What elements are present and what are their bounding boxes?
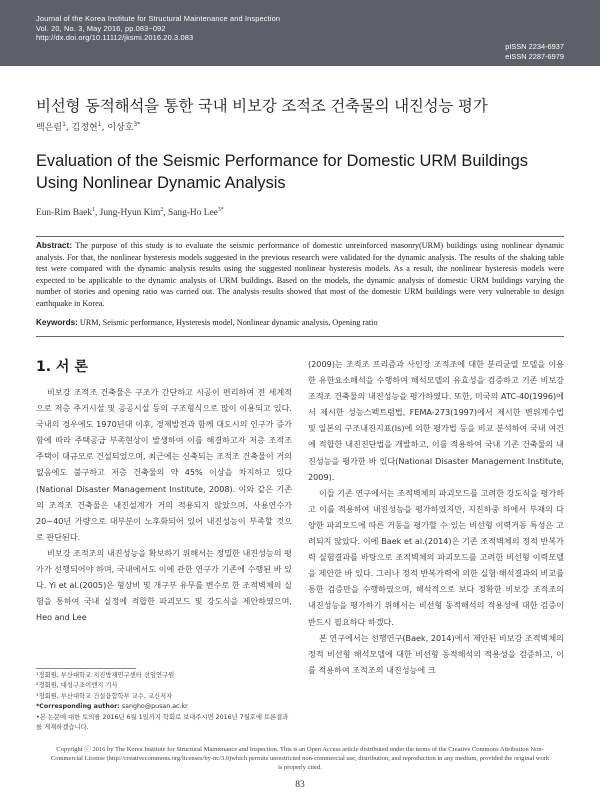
- paragraph: 비보강 조적조의 내진성능을 확보하기 위해서는 정밀한 내진성능의 평가가 선행되어야 하며, 국내에서도 이에 관한 연구가 기존에 수행된 바 있다. Yi et al.(2005)은 형상비 및 개구부 유무를 변수로 한 조적벽체의 실험을 통하여 국내 실정에 적합한 파괴모드 및 강도식을 제안하였으며, Heo and Lee: [36, 547, 292, 623]
- author-kr-1: 백은림: [36, 123, 63, 133]
- abstract-bottom-rule: [36, 336, 564, 337]
- author-en-1: Eun-Rim Baek: [36, 208, 92, 218]
- paragraph: 비보강 조적조 건축물은 구조가 간단하고 시공이 편리하여 전 세계적으로 저층 주거시설 및 공공시설 등의 구조형식으로 많이 이용되고 있다. 국내의 경우에도 1970년대 이후, 경제발전과 함께 대도시의 인구가 증가함에 따라 주택공급 부족현상이 발생하여 이를 해결하고자 저층 조적조 주택이 대규모로 건설되었으며, 최근에는 신축되는 조적조 건축물이 거의 없음에도 불구하고 저층 건축물의 약 45% 이상을 차지하고 있다(National Disaster Management Institute, 2008). 이와 같은 기존의 조적조 건축물은 내진설계가 거의 적용되지 않았으며, 사용연수가 20~40년 가량으로 대부분이 노후화되어 있어 내진성능이 부족할 것으로 판단된다.: [36, 387, 292, 542]
- journal-info: [36, 14, 280, 43]
- author-en-3: Sang-Ho Lee: [168, 208, 218, 218]
- footnote-1: ¹정회원, 부산대학교 지진방재연구센터 선임연구원: [36, 672, 175, 679]
- journal-header-bar: [0, 0, 600, 66]
- eissn: eISSN 2287-6979: [505, 51, 564, 61]
- left-column: [36, 384, 292, 625]
- keywords: [36, 318, 564, 327]
- english-title: Evaluation of the Seismic Performance for Domestic URM Buildings Using Nonlinear Dynamic Analysis: [36, 152, 528, 192]
- page-number: 83: [295, 780, 305, 790]
- pissn: pISSN 2234-6937: [505, 42, 564, 51]
- abstract-top-rule: [36, 236, 564, 237]
- footnote-3: ³정회원, 부산대학교 건설융합학부 교수, 교신저자: [36, 692, 173, 700]
- section-heading-introduction: 1. 서 론: [36, 359, 88, 375]
- paragraph: (2009)는 조적조 프리즘과 사인장 조적조에 대한 분리균열 모델을 이용한 유한요소해석을 수행하여 해석모델의 유효성을 검증하고 기존 비보강 조적조 건축물의 내진성능을 평가하였다. 또한, 미국의 ATC-40(1996)에서 제시한 성능스펙트럼법, FEMA-273(1997)에서 제시한 변위계수법 및 일본의 구조내진지표(Is)에 의한 평가법 등을 비교 분석하여 국내 여건에 적합한 내진진단법을 개발하고, 이를 적용하여 국내 기존 건축물의 내진성능을 평가한 바 있다(National Disaster Management Institute, 2009).: [308, 359, 564, 482]
- footnote-rule: [36, 668, 136, 669]
- keywords-text: URM, Seismic performance, Hysteresis model, Nonlinear dynamic analysis, Opening ratio: [77, 318, 378, 327]
- paragraph: 이들 기존 연구에서는 조적벽체의 파괴모드를 고려한 강도식을 평가하고 이를 적용하여 내진성능을 평가하였지만, 지진하중 하에서 부재의 다양한 파괴모드에 따른 거동을 평가할 수 있는 비선형 이력거동 특성은 고려되지 않았다. 이에 Baek et al.(2014)은 기존 조적벽체의 정적 반복가력 실험결과를 바탕으로 조적벽체의 파괴모드를 고려한 비선형 이력모델을 제안한 바 있다. 그러나 정적 반복가력에 의한 실험·해석결과의 비교를 통한 검증만을 수행하였으며, 해석적으로 보다 정확한 비보강 조적조의 내진성능을 평가하기 위해서는 비선형 동적해석의 적용성에 대한 검증이 반드시 필요하다 하겠다.: [308, 487, 564, 627]
- footnote-discussion: •본 논문에 대한 토의를 2016년 6월 1일까지 학회로 보내주시면 2016년 7월호에 토론결과를 게재하겠습니다.: [36, 713, 289, 732]
- abstract-text: The purpose of this study is to evaluate the seismic performance of domestic unreinforced masonry(URM) buildings using nonlinear dynamic analysis. For that, the nonlinear hysteresis models suggested in the previous research were validated for the dynamic analysis. The results of the shaking table test were compared with the dynamic analysis results using the suggested nonlinear hysteresis models. As a result, the nonlinear hysteresis models were expected to be applicable to the dynamic analysis of URM buildings. Based on the models, the dynamic analysis of domestic URM buildings varying the number of stories and opening ratio was carried out. The analysis results showed that most of the domestic URM buildings were very vulnerable to design earthquake in Korea.: [36, 241, 564, 308]
- footnote-corresponding: *Corresponding author: sangho@pusan.ac.kr: [36, 703, 188, 711]
- journal-name: Journal of the Korea Institute for Structural Maintenance and Inspection: [36, 14, 281, 23]
- abstract-label: Abstract:: [36, 241, 72, 250]
- abstract: [36, 240, 564, 310]
- paragraph: 본 연구에서는 선행연구(Baek, 2014)에서 제안된 비보강 조적벽체의 정적 비선형 해석모델에 대한 비선형 동적해석의 적용성을 검증하고, 이를 적용하여 조적조의 내진성능에 크: [308, 632, 564, 675]
- author-kr-2: 김정현: [71, 123, 98, 133]
- right-column: [308, 356, 564, 678]
- corresponding-email: sangho@pusan.ac.kr: [119, 703, 188, 711]
- keywords-label: Keywords:: [36, 318, 78, 327]
- footnotes: [36, 671, 292, 733]
- issn-info: [505, 42, 564, 61]
- english-authors: Eun-Rim Baek$^1$, Jung-Hyun Kim$^2$, Sang-Ho Lee$^{3*}$: [36, 206, 224, 218]
- author-en-2: Jung-Hyun Kim: [99, 208, 161, 218]
- korean-title: 비선형 동적해석을 통한 국내 비보강 조적조 건축물의 내진성능 평가: [36, 97, 488, 115]
- korean-authors: 백은림$^1$, 김정현$^1$, 이상호$^{3*}$: [36, 121, 141, 133]
- footnote-2: ²정회원, 대성구조이엔지 기사: [36, 682, 118, 690]
- author-kr-3: 이상호: [107, 123, 134, 133]
- volume-info: Vol. 20, No. 3, May 2016, pp.083~092: [36, 23, 166, 33]
- doi-link[interactable]: http://dx.doi.org/10.11112/jksmi.2016.20.3.083: [36, 33, 194, 43]
- copyright-notice: Copyright ⓒ 2016 by The Korea Institute for Structural Maintenance and Inspection. This is an Open Access article distributed under the terms of the Creative Commons Attribution Non-Commercial License (http://creativecommons.org/licenses/by-nc/3.0)which permits unrestricted non-commercial use, distribution, and reproduction in any medium, provided the original work is properly cited.: [50, 746, 550, 771]
